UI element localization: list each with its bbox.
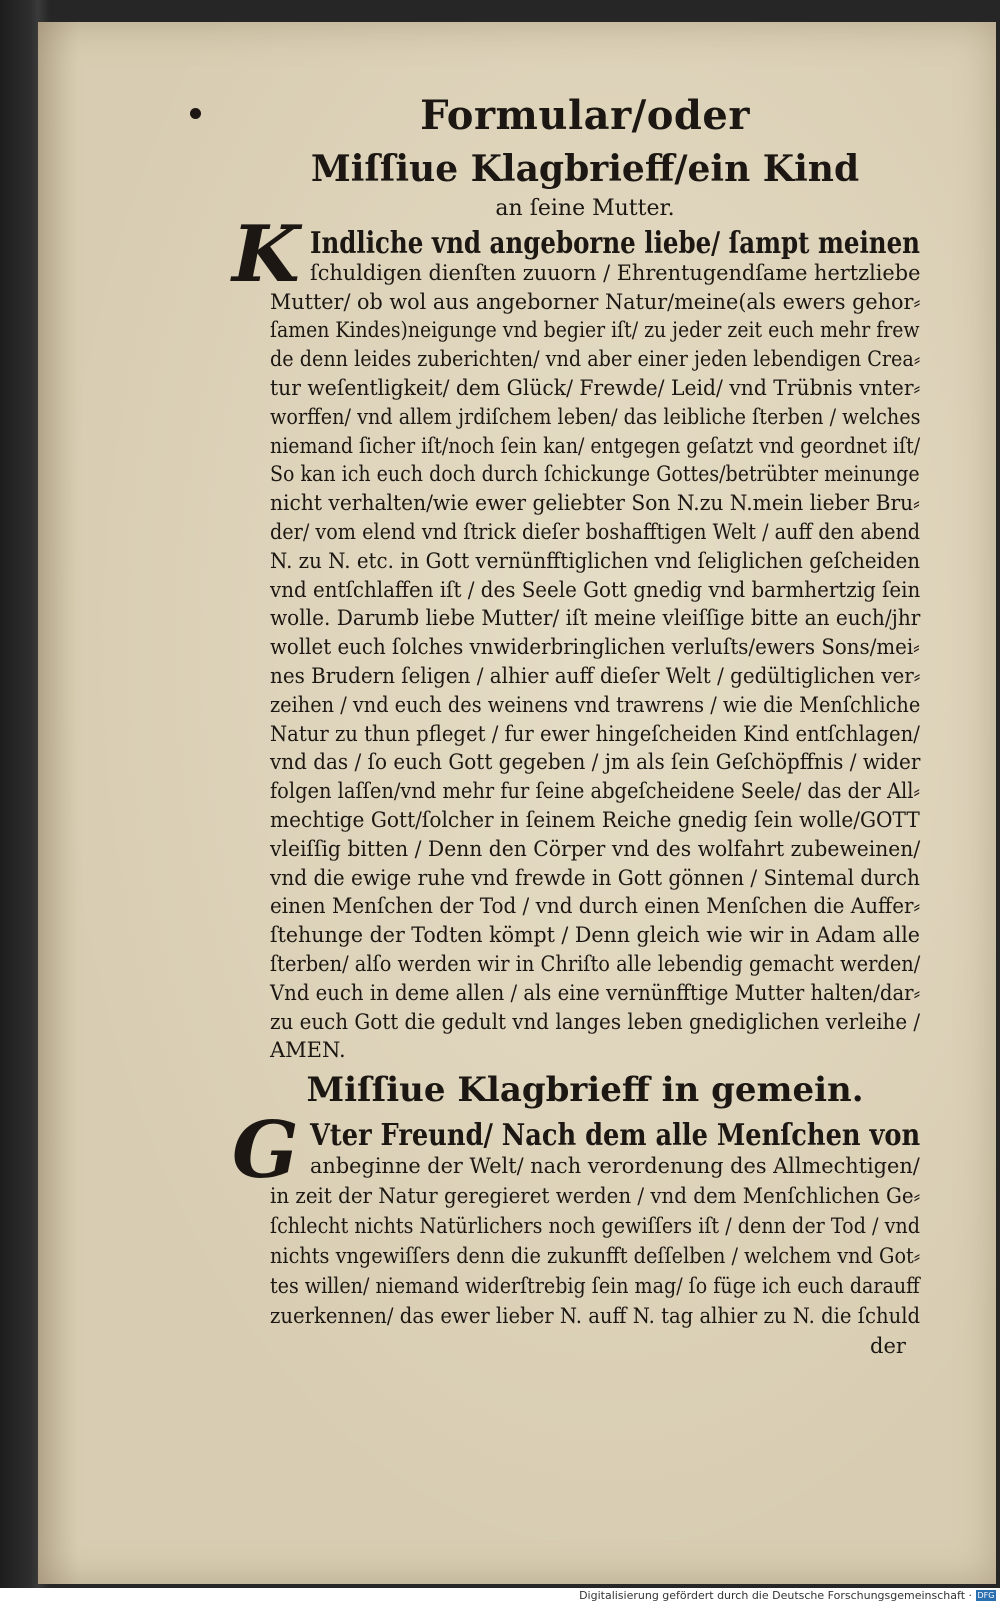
section-title-2: Miſſiue Klagbrieff in gemein. xyxy=(306,1070,864,1110)
text-line: Vnd euch in deme allen / als eine vernünfftige Mutter halten/dar⸗ xyxy=(270,980,921,1005)
text-line: nicht verhalten/wie ewer geliebter Son N.zu N.mein lieber Bru⸗ xyxy=(270,491,920,516)
text-line: tur weſentligkeit/ dem Glück/ Frewde/ Leid/ vnd Trübnis vnter⸗ xyxy=(270,376,921,400)
text-line: vleiſſig bitten / Denn den Cörper vnd des wolfahrt zubeweinen/ xyxy=(270,836,921,861)
text-line: ſtehunge der Todten kömpt / Denn gleich wie wir in Adam alle xyxy=(270,923,920,948)
section-title-1: Miſſiue Klagbrieff/ein Kind xyxy=(310,148,860,190)
text-line: folgen laſſen/vnd mehr fur ſeine abgeſcheidene Seele/ das der All⸗ xyxy=(270,779,920,804)
letter-body-1 xyxy=(230,226,940,1063)
text-line: niemand ſicher iſt/noch ſein kan/ entgegen geſatzt vnd geordnet iſt/ xyxy=(270,433,921,458)
text-line: vnd die ewige ruhe vnd frewde in Gott gönnen / Sintemal durch xyxy=(270,865,920,890)
text-line: ſterben/ alſo werden wir in Chriſto alle lebendig gemacht werden/ xyxy=(270,952,921,976)
text-line: Indliche vnd angeborne liebe/ ſampt meinen xyxy=(310,226,920,261)
text-line: zuerkennen/ das ewer lieber N. auff N. tag alhier zu N. die ſchuld xyxy=(270,1304,921,1328)
text-line: wollet euch ſolches vnwiderbringlichen verluſts/ewers Sons/mei⸗ xyxy=(270,635,920,660)
footer-bar xyxy=(0,1588,1000,1604)
text-line: ſchuldigen dienſten zuuorn / Ehrentugendſame hertzliebe xyxy=(310,260,921,285)
text-line: einen Menſchen der Tod / vnd durch einen Menſchen die Auffer⸗ xyxy=(270,894,921,919)
text-line: ſchlecht nichts Natürlichers noch gewiſſers iſt / denn der Tod / vnd xyxy=(270,1214,920,1238)
text-line: ſamen Kindes)neigunge vnd begier iſt/ zu jeder zeit euch mehr frew xyxy=(270,318,920,343)
text-line: nes Brudern ſeligen / alhier auff dieſer Welt / gedültiglichen ver⸗ xyxy=(270,664,921,688)
text-line: zu euch Gott die gedult vnd langes leben gnediglichen verleihe / xyxy=(270,1009,921,1034)
text-line: N. zu N. etc. in Gott vernünfftiglichen vnd ſeliglichen geſcheiden xyxy=(270,548,921,573)
catchword: der xyxy=(870,1334,906,1358)
text-line: So kan ich euch doch durch ſchickunge Gottes/betrübter meinunge xyxy=(270,462,920,487)
text-line: wolle. Darumb liebe Mutter/ iſt meine vleiſſige bitte an euch/jhr xyxy=(270,606,921,631)
section-subtitle-1: an ſeine Mutter. xyxy=(495,196,675,221)
text-line: mechtige Gott/ſolcher in ſeinem Reiche gnedig ſein wolle/GOTT xyxy=(270,808,920,832)
text-line: der/ vom elend vnd ſtrick dieſer boshafftigen Welt / auff den abend xyxy=(270,520,921,544)
text-line: vnd entſchlaffen iſt / des Seele Gott gnedig vnd barmhertzig ſein xyxy=(270,577,921,602)
running-head xyxy=(230,92,940,139)
letter-body-2 xyxy=(230,1118,940,1332)
bullet-mark xyxy=(190,108,201,119)
text-line: in zeit der Natur geregieret werden / vnd dem Menſchlichen Ge⸗ xyxy=(270,1184,921,1208)
running-head-text: Formular/oder xyxy=(420,92,750,139)
text-line: AMEN. xyxy=(270,1038,346,1063)
text-line: vnd das / ſo euch Gott gegeben / jm als ſein Geſchöpffnis / wider xyxy=(270,750,921,775)
text-line: Natur zu thun pfleget / fur ewer hingeſcheiden Kind entſchlagen/ xyxy=(270,721,920,746)
text-line: worffen/ vnd allem jrdiſchem leben/ das leibliche ſterben / welches xyxy=(270,404,921,429)
dfg-logo-icon: DFG xyxy=(977,1591,995,1600)
text-line: tes willen/ niemand widerſtrebig ſein mag/ ſo füge ich euch darauff xyxy=(270,1274,920,1298)
text-line: Mutter/ ob wol aus angeborner Natur/meine(als ewers gehor⸗ xyxy=(270,289,921,314)
footer-credit: Digitalisierung gefördert durch die Deutsche Forschungsgemeinschaft · xyxy=(579,1589,972,1602)
text-line: de denn leides zuberichten/ vnd aber einer jeden lebendigen Crea⸗ xyxy=(270,347,921,372)
text-line: anbeginne der Welt/ nach verordenung des Allmechtigen/ xyxy=(310,1154,920,1178)
text-line: Vter Freund/ Nach dem alle Menſchen von xyxy=(310,1118,921,1153)
text-line: zeihen / vnd euch des weinens vnd trawrens / wie die Menſchliche xyxy=(270,692,921,717)
drop-capital-1: K xyxy=(232,209,300,300)
drop-capital-2: G xyxy=(232,1105,299,1196)
text-line: nichts vngewiſſers denn die zukunfft deſſelben / welchem vnd Got⸗ xyxy=(270,1244,921,1268)
